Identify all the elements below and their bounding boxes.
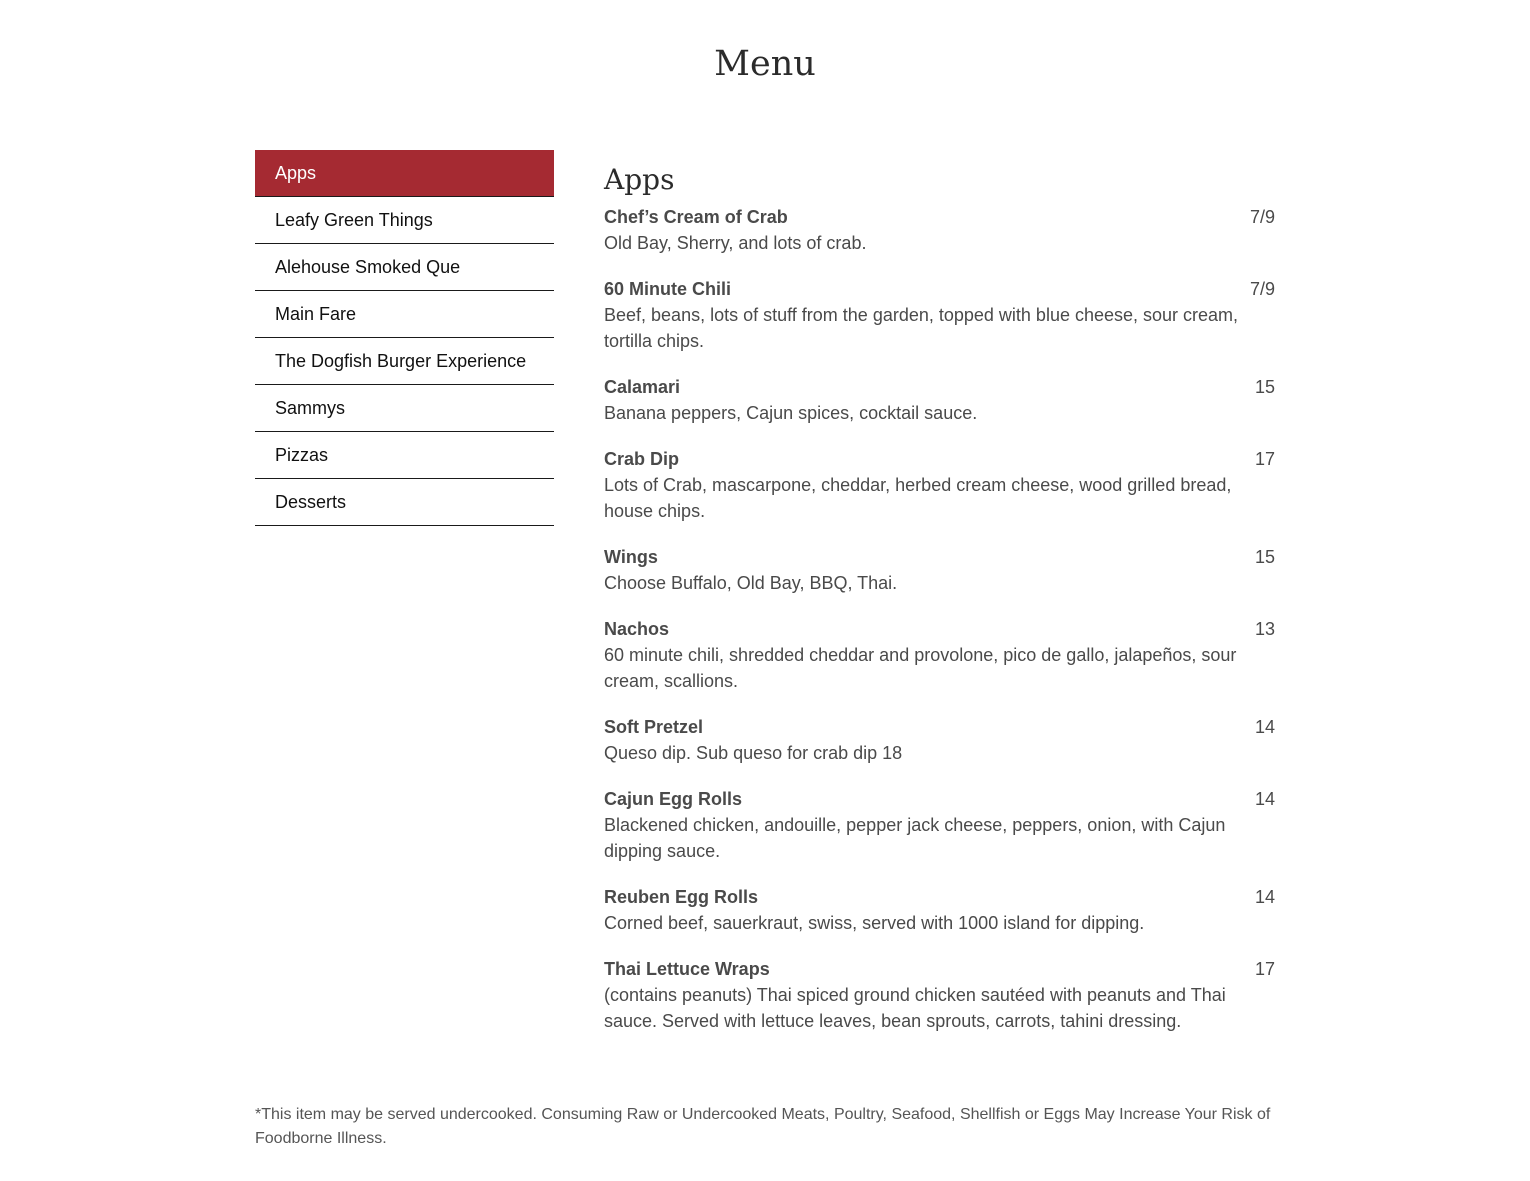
item-price: 14 bbox=[1254, 789, 1275, 809]
sidebar-item-main-fare[interactable]: Main Fare bbox=[255, 291, 554, 338]
item-name: Wings bbox=[604, 547, 658, 567]
item-name: Soft Pretzel bbox=[604, 717, 704, 737]
sidebar-item-leafy-green-things[interactable]: Leafy Green Things bbox=[255, 197, 554, 244]
item-description: Corned beef, sauerkraut, swiss, served with 1000 island for dipping. bbox=[604, 913, 1145, 933]
item-name: Cajun Egg Rolls bbox=[604, 789, 743, 809]
item-price: 13 bbox=[1254, 619, 1275, 639]
menu-item bbox=[604, 204, 1275, 256]
item-price: 7/9 bbox=[1249, 207, 1275, 227]
item-description: Lots of Crab, mascarpone, cheddar, herbed cream cheese, wood grilled bread, house chips. bbox=[604, 475, 1232, 521]
sidebar-item-dogfish-burger-experience[interactable]: The Dogfish Burger Experience bbox=[255, 338, 554, 385]
section-title: Apps bbox=[604, 163, 675, 196]
menu-category-nav bbox=[255, 150, 554, 526]
item-price: 15 bbox=[1254, 377, 1275, 397]
sidebar-item-desserts[interactable]: Desserts bbox=[255, 479, 554, 526]
menu-item bbox=[604, 544, 1275, 596]
item-description: Queso dip. Sub queso for crab dip 18 bbox=[604, 743, 903, 763]
item-price: 7/9 bbox=[1249, 279, 1275, 299]
item-description: 60 minute chili, shredded cheddar and provolone, pico de gallo, jalapeños, sour cream, scallions. bbox=[604, 645, 1237, 691]
item-description: Old Bay, Sherry, and lots of crab. bbox=[604, 233, 867, 253]
sidebar-item-pizzas[interactable]: Pizzas bbox=[255, 432, 554, 479]
sidebar-item-sammys[interactable]: Sammys bbox=[255, 385, 554, 432]
item-description: Banana peppers, Cajun spices, cocktail sauce. bbox=[604, 403, 978, 423]
item-name: 60 Minute Chili bbox=[604, 279, 732, 299]
menu-item bbox=[604, 446, 1275, 524]
item-name: Chef’s Cream of Crab bbox=[604, 207, 788, 227]
menu-item bbox=[604, 786, 1275, 864]
item-price: 14 bbox=[1254, 717, 1275, 737]
item-price: 14 bbox=[1254, 887, 1275, 907]
menu-item bbox=[604, 374, 1275, 426]
sidebar-item-alehouse-smoked-que[interactable]: Alehouse Smoked Que bbox=[255, 244, 554, 291]
menu-item bbox=[604, 616, 1275, 694]
item-name: Reuben Egg Rolls bbox=[604, 887, 759, 907]
item-description: Beef, beans, lots of stuff from the garden, topped with blue cheese, sour cream, tortilla chips. bbox=[604, 305, 1239, 351]
food-safety-disclaimer: *This item may be served undercooked. Consuming Raw or Undercooked Meats, Poultry, Seafood, Shellfish or Eggs May Increase Your Risk of Foodborne Illness. bbox=[255, 1106, 1271, 1147]
item-price: 17 bbox=[1254, 449, 1275, 469]
menu-item bbox=[604, 276, 1275, 354]
menu-item bbox=[604, 956, 1275, 1034]
item-name: Thai Lettuce Wraps bbox=[604, 959, 770, 979]
menu-item bbox=[604, 714, 1275, 766]
item-description: Blackened chicken, andouille, pepper jack cheese, peppers, onion, with Cajun dipping sauce. bbox=[604, 815, 1226, 861]
item-name: Calamari bbox=[604, 377, 681, 397]
item-price: 15 bbox=[1254, 547, 1275, 567]
page-title: Menu bbox=[714, 44, 816, 84]
menu-item bbox=[604, 884, 1275, 936]
menu-section bbox=[604, 160, 1275, 1054]
item-name: Nachos bbox=[604, 619, 670, 639]
sidebar-item-apps[interactable]: Apps bbox=[255, 150, 554, 197]
item-name: Crab Dip bbox=[604, 449, 680, 469]
item-price: 17 bbox=[1254, 959, 1275, 979]
item-description: Choose Buffalo, Old Bay, BBQ, Thai. bbox=[604, 573, 898, 593]
item-description: (contains peanuts) Thai spiced ground chicken sautéed with peanuts and Thai sauce. Served with lettuce leaves, bean sprouts, carrots, tahini dressing. bbox=[604, 985, 1226, 1031]
